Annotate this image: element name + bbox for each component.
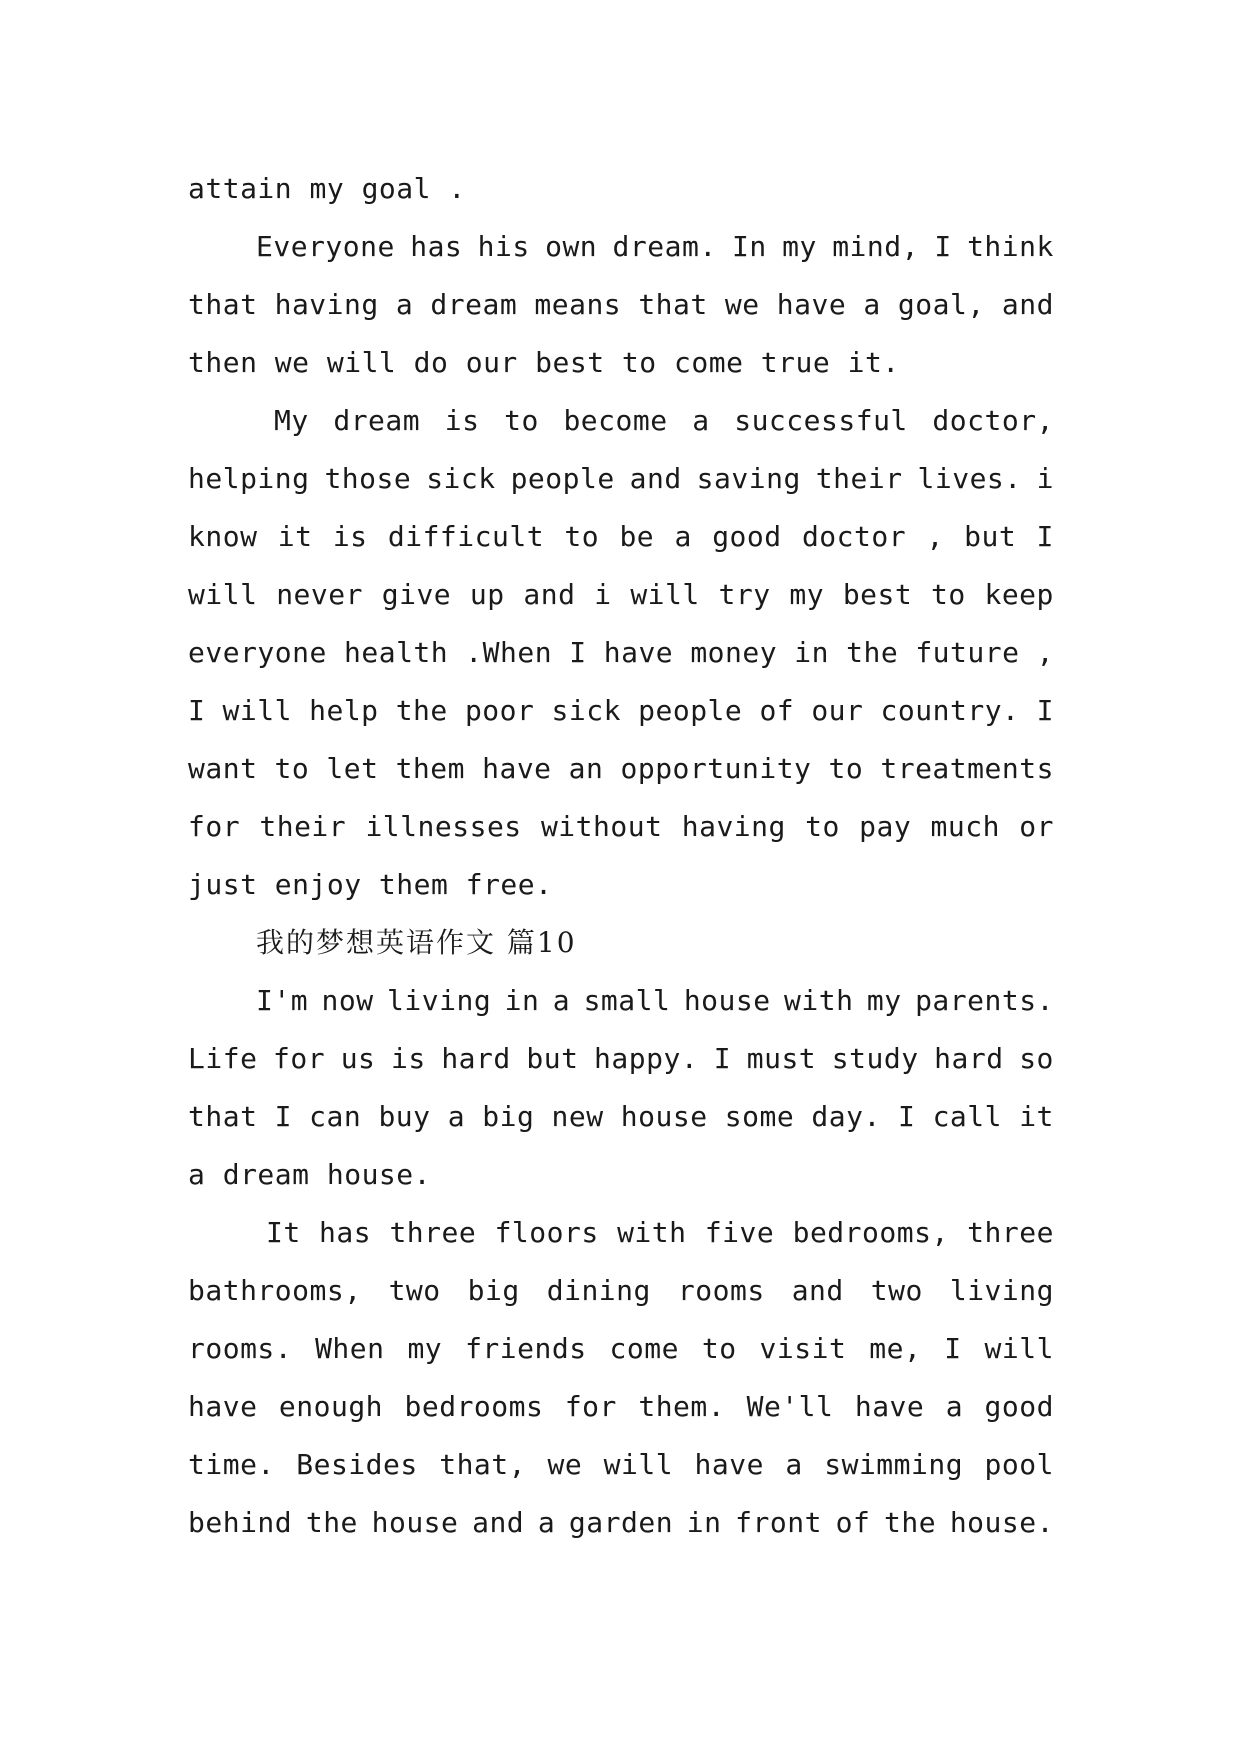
word: own xyxy=(545,230,598,263)
word: dream. xyxy=(612,230,717,263)
word: everyone xyxy=(188,636,327,669)
word: we xyxy=(547,1448,583,1481)
word: to xyxy=(828,752,864,785)
word: in xyxy=(794,636,829,669)
word: illnesses xyxy=(365,810,522,843)
word: visit xyxy=(759,1332,847,1365)
word: mind, xyxy=(832,230,919,263)
word: but xyxy=(526,1042,579,1075)
word: health xyxy=(344,636,449,669)
word: of xyxy=(759,694,795,727)
word: living xyxy=(949,1274,1054,1307)
word: so xyxy=(1019,1042,1054,1075)
word: come xyxy=(609,1332,679,1365)
text-line xyxy=(188,740,1054,798)
word: for xyxy=(188,810,241,843)
word: Everyone xyxy=(256,230,395,263)
text-line xyxy=(188,1088,1054,1146)
word: will xyxy=(630,578,700,611)
word: that xyxy=(188,288,258,321)
text-line xyxy=(188,1436,1054,1494)
word: .When xyxy=(465,636,553,669)
text-line xyxy=(188,508,1054,566)
word: I'm xyxy=(256,984,309,1017)
word: study xyxy=(831,1042,919,1075)
word: successful xyxy=(734,404,908,437)
word: sick xyxy=(426,462,496,495)
document-body xyxy=(188,160,1054,1552)
text-line xyxy=(188,624,1054,682)
word: difficult xyxy=(387,520,545,553)
word: a xyxy=(863,288,881,321)
word: two xyxy=(870,1274,923,1307)
word: happy. xyxy=(594,1042,699,1075)
word: a xyxy=(447,1100,466,1133)
text-line xyxy=(188,450,1054,508)
word: in xyxy=(504,984,540,1017)
word: helping xyxy=(188,462,310,495)
word: with xyxy=(617,1216,687,1249)
word: now xyxy=(321,984,374,1017)
text-line xyxy=(188,798,1054,856)
word: for xyxy=(273,1042,326,1075)
word: has xyxy=(319,1216,372,1249)
word: day. xyxy=(811,1100,881,1133)
word: a xyxy=(674,520,692,553)
word: doctor, xyxy=(932,404,1054,437)
word: people xyxy=(638,694,743,727)
word: a xyxy=(395,288,414,321)
word: living xyxy=(387,984,492,1017)
word: for xyxy=(564,1390,617,1423)
text-line xyxy=(188,1494,1054,1552)
word: , xyxy=(1036,636,1054,669)
word: big xyxy=(467,1274,520,1307)
word: his xyxy=(477,230,530,263)
word: and xyxy=(1001,288,1054,321)
word: five xyxy=(704,1216,775,1249)
word: my xyxy=(782,230,817,263)
word: means xyxy=(534,288,622,321)
word: garden xyxy=(568,1506,674,1539)
word: three xyxy=(389,1216,477,1249)
word: buy xyxy=(378,1100,431,1133)
word: I xyxy=(1036,694,1054,727)
word: three xyxy=(967,1216,1054,1249)
word: two xyxy=(388,1274,441,1307)
paragraph-start-line xyxy=(188,218,1054,276)
word: is xyxy=(391,1042,426,1075)
word: it xyxy=(277,520,313,553)
word: me, xyxy=(869,1332,922,1365)
word: that, xyxy=(439,1448,527,1481)
word: my xyxy=(866,984,902,1017)
word: and xyxy=(523,578,576,611)
word: good xyxy=(984,1390,1054,1423)
text-line xyxy=(188,1030,1054,1088)
word: We'll xyxy=(746,1390,834,1423)
paragraph-start-line xyxy=(188,972,1054,1030)
word: rooms. xyxy=(188,1332,293,1365)
word: best xyxy=(842,578,913,611)
word: money xyxy=(690,636,778,669)
word: house xyxy=(371,1506,459,1539)
word: floors xyxy=(494,1216,599,1249)
text-line xyxy=(188,566,1054,624)
word: treatments xyxy=(880,752,1054,785)
word: people xyxy=(510,462,615,495)
word: think xyxy=(967,230,1054,263)
word: will xyxy=(222,694,292,727)
word: I xyxy=(898,1100,916,1133)
word: their xyxy=(259,810,347,843)
text-line: just enjoy them free. xyxy=(188,868,553,901)
word: big xyxy=(482,1100,535,1133)
word: up xyxy=(469,578,505,611)
word: and xyxy=(791,1274,844,1307)
word: them xyxy=(395,752,465,785)
word: try xyxy=(718,578,771,611)
word: will xyxy=(188,578,258,611)
word: keep xyxy=(984,578,1054,611)
word: can xyxy=(309,1100,362,1133)
word: help xyxy=(309,694,379,727)
word: much xyxy=(930,810,1000,843)
word: give xyxy=(381,578,452,611)
word: friends xyxy=(465,1332,587,1365)
word: or xyxy=(1019,810,1054,843)
word: a xyxy=(552,984,571,1017)
word: I xyxy=(944,1332,962,1365)
word: bedrooms, xyxy=(792,1216,949,1249)
word: small xyxy=(583,984,671,1017)
word: the xyxy=(395,694,448,727)
word: I xyxy=(1036,520,1054,553)
word: in xyxy=(686,1506,722,1539)
word: bathrooms, xyxy=(188,1274,362,1307)
word: When xyxy=(315,1332,385,1365)
word: hard xyxy=(441,1042,511,1075)
word: with xyxy=(784,984,854,1017)
word: My xyxy=(274,404,309,437)
word: opportunity xyxy=(620,752,812,785)
word: parents. xyxy=(915,984,1054,1017)
section-heading: 我的梦想英语作文 篇10 xyxy=(256,926,577,959)
word: have xyxy=(854,1390,925,1423)
word: that xyxy=(188,1100,258,1133)
word: be xyxy=(619,520,655,553)
word: house xyxy=(620,1100,708,1133)
text-line xyxy=(188,276,1054,334)
word: a xyxy=(692,404,710,437)
word: In xyxy=(732,230,767,263)
word: have xyxy=(776,288,847,321)
word: have xyxy=(603,636,674,669)
word: of xyxy=(835,1506,871,1539)
word: having xyxy=(681,810,786,843)
word: have xyxy=(694,1448,764,1481)
word: our xyxy=(811,694,864,727)
word: let xyxy=(326,752,379,785)
word: I xyxy=(934,230,952,263)
paragraph-start-line xyxy=(188,392,1054,450)
word: never xyxy=(276,578,363,611)
word: lives. xyxy=(917,462,1022,495)
word: house xyxy=(683,984,771,1017)
word: I xyxy=(713,1042,732,1075)
text-line xyxy=(188,1320,1054,1378)
word: to xyxy=(701,1332,737,1365)
word: and xyxy=(629,462,682,495)
word: pool xyxy=(984,1448,1054,1481)
word: It xyxy=(266,1216,301,1249)
word: hard xyxy=(934,1042,1004,1075)
word: bedrooms xyxy=(404,1390,544,1423)
word: doctor xyxy=(801,520,907,553)
word: my xyxy=(407,1332,443,1365)
word: i xyxy=(1036,462,1054,495)
word: swimming xyxy=(824,1448,964,1481)
word: to xyxy=(504,404,539,437)
word: my xyxy=(789,578,825,611)
word: Life xyxy=(188,1042,258,1075)
word: I xyxy=(188,694,206,727)
word: a xyxy=(785,1448,803,1481)
word: future xyxy=(915,636,1020,669)
word: country. xyxy=(880,694,1020,727)
word: to xyxy=(274,752,310,785)
word: know xyxy=(188,520,258,553)
word: saving xyxy=(696,462,801,495)
word: i xyxy=(594,578,612,611)
word: time. xyxy=(188,1448,275,1481)
text-line: then we will do our best to come true it. xyxy=(188,346,900,379)
word: is xyxy=(444,404,480,437)
word: the xyxy=(884,1506,937,1539)
word: we xyxy=(724,288,760,321)
word: must xyxy=(746,1042,817,1075)
word: an xyxy=(568,752,604,785)
word: dream xyxy=(430,288,518,321)
word: having xyxy=(274,288,379,321)
word: the xyxy=(846,636,899,669)
word: a xyxy=(537,1506,556,1539)
word: dream xyxy=(333,404,421,437)
word: will xyxy=(984,1332,1054,1365)
word: I xyxy=(569,636,587,669)
word: have xyxy=(482,752,552,785)
word: goal, xyxy=(897,288,985,321)
word: to xyxy=(564,520,600,553)
word: front xyxy=(735,1506,822,1539)
word: to xyxy=(805,810,840,843)
word: enough xyxy=(278,1390,384,1423)
word: behind xyxy=(188,1506,293,1539)
word: a xyxy=(945,1390,964,1423)
text-line: a dream house. xyxy=(188,1158,432,1191)
word: pay xyxy=(859,810,912,843)
text-line xyxy=(188,1262,1054,1320)
word: call xyxy=(932,1100,1002,1133)
text-line: attain my goal . xyxy=(188,172,466,205)
text-line xyxy=(188,1378,1054,1436)
word: poor xyxy=(464,694,535,727)
word: and xyxy=(472,1506,525,1539)
paragraph-start-line xyxy=(188,1204,1054,1262)
word: house. xyxy=(949,1506,1054,1539)
word: to xyxy=(931,578,966,611)
word: is xyxy=(332,520,368,553)
word: but xyxy=(964,520,1017,553)
word: good xyxy=(712,520,782,553)
word: , xyxy=(926,520,944,553)
word: rooms xyxy=(677,1274,765,1307)
text-line xyxy=(188,682,1054,740)
word: dining xyxy=(546,1274,651,1307)
word: become xyxy=(563,404,668,437)
word: us xyxy=(340,1042,376,1075)
word: have xyxy=(188,1390,258,1423)
word: some xyxy=(724,1100,795,1133)
word: sick xyxy=(551,694,621,727)
word: it xyxy=(1019,1100,1054,1133)
word: Besides xyxy=(296,1448,418,1481)
word: that xyxy=(638,288,708,321)
word: their xyxy=(815,462,903,495)
word: without xyxy=(540,810,663,843)
word: want xyxy=(188,752,258,785)
word: has xyxy=(410,230,463,263)
word: new xyxy=(551,1100,604,1133)
word: the xyxy=(305,1506,358,1539)
word: those xyxy=(324,462,412,495)
word: I xyxy=(274,1100,292,1133)
word: will xyxy=(603,1448,674,1481)
word: them. xyxy=(638,1390,726,1423)
